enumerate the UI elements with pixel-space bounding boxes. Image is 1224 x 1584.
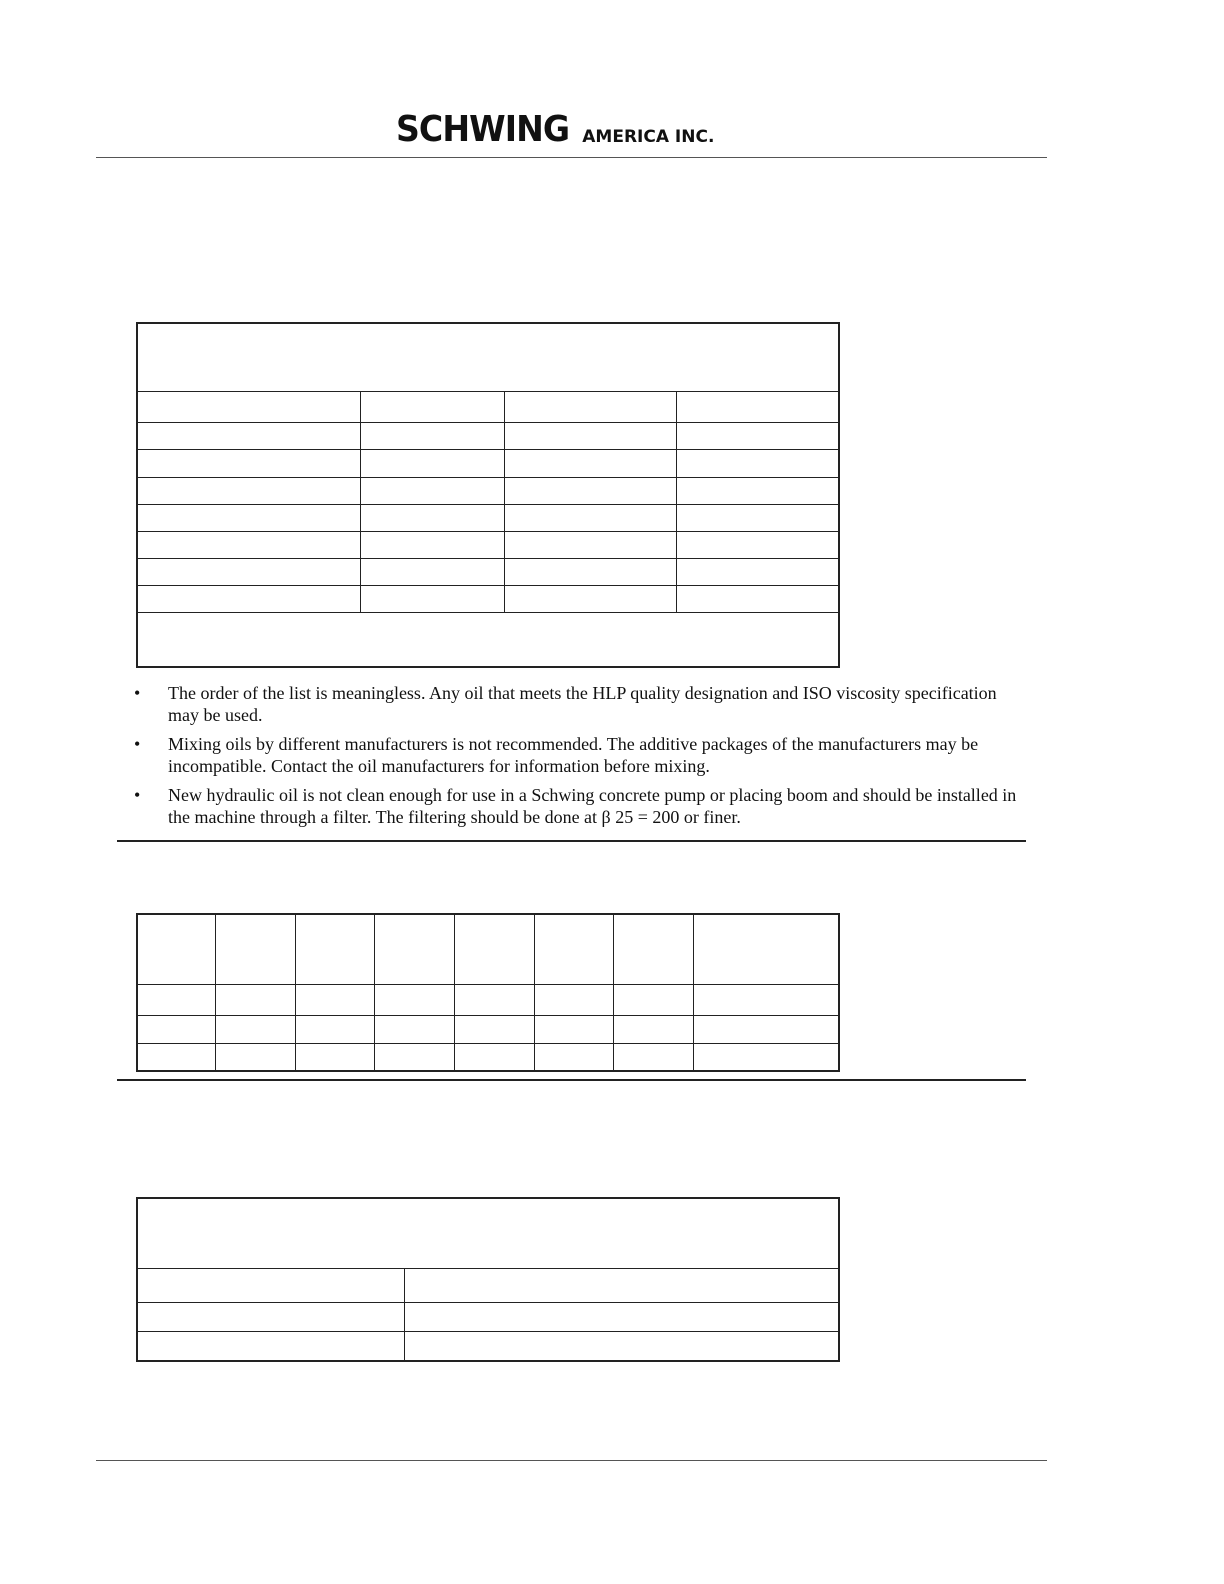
table-row [137,505,839,532]
table-row [137,478,839,505]
table-row [137,532,839,559]
spec-table [136,913,840,1072]
table-row [137,1332,839,1361]
section-divider [117,1079,1026,1081]
bullet-icon: • [134,734,141,754]
table-row [137,1268,839,1302]
table-title-row [137,323,839,391]
header-divider [96,157,1047,158]
table-row [137,984,839,1015]
table-row [137,559,839,586]
notes-list [132,682,1032,835]
bullet-icon: • [134,683,141,703]
logo-main-text: SCHWING [396,109,570,150]
two-column-table [136,1197,840,1362]
table-row [137,1015,839,1043]
table-row [137,1043,839,1071]
oil-table [136,322,840,668]
logo-sub-text: AMERICA INC. [582,127,715,147]
table-header-row [137,914,839,984]
table-row [137,391,839,422]
table-row [137,586,839,613]
note-text: Mixing oils by different manufacturers is not recommended. The additive packages of the manufacturers may be incompatible. Contact the oil manufacturers for information before mixing. [168,734,979,776]
table-row [137,423,839,450]
table-row [137,450,839,478]
section-divider [117,840,1026,842]
list-item [132,733,1032,777]
table-title-row [137,1198,839,1268]
list-item [132,784,1032,828]
table-footer-row [137,613,839,667]
note-text: New hydraulic oil is not clean enough for use in a Schwing concrete pump or placing boom and should be installed in the machine through a filter. The filtering should be done at β 25 = 200 or finer. [168,785,1017,827]
table-row [137,1302,839,1331]
bullet-icon: • [134,785,141,805]
footer-divider [96,1460,1047,1461]
note-text: The order of the list is meaningless. Any oil that meets the HLP quality designation and ISO viscosity specification may be used. [168,683,997,725]
company-logo [396,108,714,148]
list-item [132,682,1032,726]
